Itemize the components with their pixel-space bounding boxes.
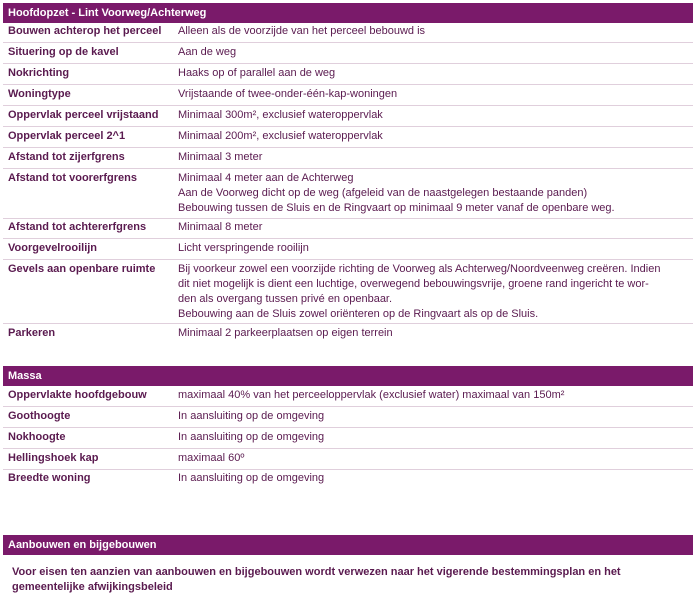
row-label: Hellingshoek kap (8, 452, 99, 464)
row-value: Minimaal 300m², exclusief wateroppervlak (178, 109, 383, 121)
row-value: maximaal 40% van het perceeloppervlak (exclusief water) maximaal van 150m² (178, 389, 565, 401)
row-label: Nokrichting (8, 67, 70, 79)
divider (3, 427, 693, 428)
row-value: Vrijstaande of twee-onder-één-kap-woningen (178, 88, 398, 100)
row-label: Nokhoogte (8, 431, 66, 443)
row-value: Licht verspringende rooilijn (178, 242, 309, 254)
row-label: Oppervlak perceel 2^1 (8, 130, 126, 142)
row-label: Situering op de kavel (8, 46, 119, 58)
divider (3, 63, 693, 64)
row-value: Minimaal 2 parkeerplaatsen op eigen terrein (178, 327, 393, 339)
row-label: Afstand tot achtererfgrens (8, 221, 147, 233)
section-header-aanbouwen: Aanbouwen en bijgebouwen (3, 535, 693, 555)
row-value: Bij voorkeur zowel een voorzijde richting de Voorweg als Achterweg/Noordveenweg creëren. Indien dit niet mogelijk is dient een luchtige, overwegend bebouwingsvrije, groene rand ingericht te wor- den als overgang tussen privé en openbaar. Bebouwing aan de Sluis zowel oriënteren op de Ringvaart als op de Sluis. (178, 263, 661, 320)
divider (3, 105, 693, 106)
section-header-hoofdopzet: Hoofdopzet - Lint Voorweg/Achterweg (3, 3, 693, 23)
row-label: Goothoogte (8, 410, 71, 422)
row-value: Minimaal 3 meter (178, 151, 263, 163)
row-value: In aansluiting op de omgeving (178, 410, 325, 422)
row-label: Afstand tot zijerfgrens (8, 151, 125, 163)
divider (3, 168, 693, 169)
row-label: Gevels aan openbare ruimte (8, 263, 156, 275)
divider (3, 42, 693, 43)
row-value: Minimaal 200m², exclusief wateroppervlak (178, 130, 383, 142)
section-header-massa: Massa (3, 366, 693, 386)
row-label: Breedte woning (8, 472, 91, 484)
row-value: Aan de weg (178, 46, 237, 58)
row-label: Woningtype (8, 88, 71, 100)
row-label: Parkeren (8, 327, 56, 339)
row-label: Afstand tot voorerfgrens (8, 172, 137, 184)
row-label: Bouwen achterop het perceel (8, 25, 162, 37)
row-label: Oppervlakte hoofdgebouw (8, 389, 147, 401)
row-label: Oppervlak perceel vrijstaand (8, 109, 159, 121)
divider (3, 218, 693, 219)
divider (3, 238, 693, 239)
divider (3, 84, 693, 85)
aanbouwen-note: Voor eisen ten aanzien van aanbouwen en bijgebouwen wordt verwezen naar het vigerende bestemmingsplan en het gemeentelijke afwijkingsbeleid (12, 566, 621, 593)
row-value: In aansluiting op de omgeving (178, 472, 325, 484)
divider (3, 259, 693, 260)
divider (3, 406, 693, 407)
row-value: In aansluiting op de omgeving (178, 431, 325, 443)
divider (3, 323, 693, 324)
row-value: maximaal 60º (178, 452, 245, 464)
divider (3, 126, 693, 127)
divider (3, 448, 693, 449)
divider (3, 469, 693, 470)
divider (3, 147, 693, 148)
row-value: Haaks op of parallel aan de weg (178, 67, 336, 79)
row-value: Minimaal 8 meter (178, 221, 263, 233)
row-value: Minimaal 4 meter aan de Achterweg Aan de Voorweg dicht op de weg (afgeleid van de naastgelegen bestaande panden) Bebouwing tussen de Sluis en de Ringvaart op minimaal 9 meter vanaf de openbare weg. (178, 172, 615, 214)
row-label: Voorgevelrooilijn (8, 242, 98, 254)
row-value: Alleen als de voorzijde van het perceel bebouwd is (178, 25, 426, 37)
